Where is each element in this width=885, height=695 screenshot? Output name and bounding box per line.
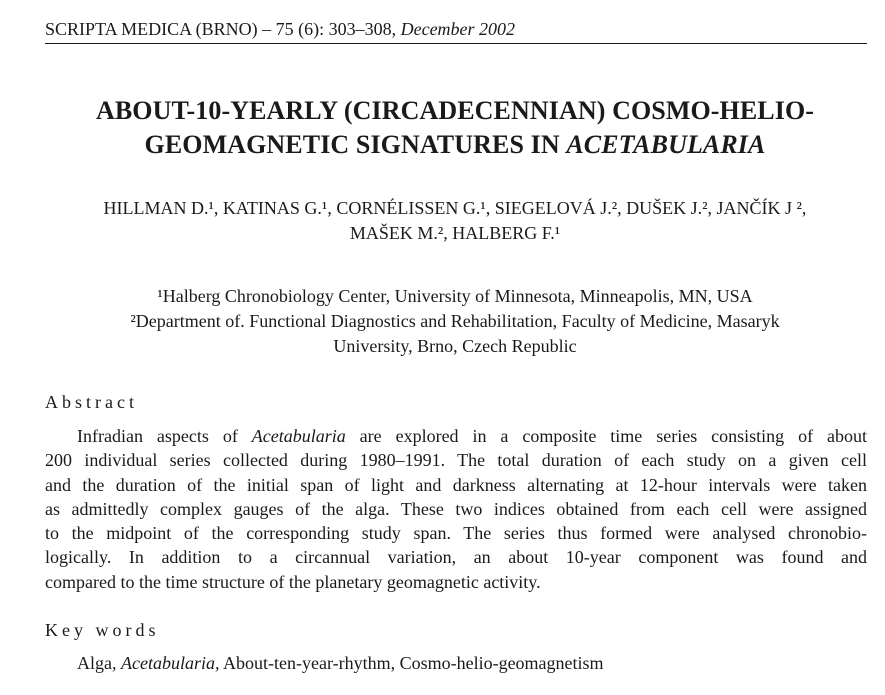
journal-date: December 2002 [400,19,516,39]
abstract-line-1 [45,424,867,448]
title-line-2-text: GEOMAGNETIC SIGNATURES IN [144,130,567,159]
journal-name: SCRIPTA MEDICA (BRNO) – 75 (6): 303–308, [45,19,397,39]
affiliation-line-2: ²Department of. Functional Diagnostics and Rehabilitation, Faculty of Medicine, Masaryk [130,311,780,331]
header-rule [45,43,867,44]
abstract-line-4: as admittedly complex gauges of the alga. These two indices obtained from each cell were assigned [45,498,867,519]
abstract-heading: Abstract [45,392,138,412]
journal-citation [45,17,515,41]
keywords-text [77,651,604,675]
keywords-prefix: Alga, [77,653,121,673]
keywords-italic: Acetabularia, [121,653,220,673]
title-line-1: ABOUT-10-YEARLY (CIRCADECENNIAN) COSMO-HELIO- [95,96,815,125]
affiliations [30,284,880,359]
keywords-suffix: About-ten-year-rhythm, Cosmo-helio-geomagnetism [219,653,604,673]
abstract-line-7: compared to the time structure of the planetary geomagnetic activity. [45,571,541,592]
keywords-heading: Key words [45,620,160,640]
abstract-line-6: logically. In addition to a circannual variation, an about 10-year component was found and [45,547,867,568]
authors-line-2: MAŠEK M.², HALBERG F.¹ [349,223,561,243]
author-list [30,196,880,246]
abstract-line-3: and the duration of the initial span of light and darkness alternating at 12-hour intervals were taken [45,474,867,495]
affiliation-line-3: University, Brno, Czech Republic [333,336,577,356]
abstract-line-1-suffix: are explored in a composite time series consisting of about [345,426,867,446]
title-line-2 [25,128,885,162]
affiliation-line-1: ¹Halberg Chronobiology Center, University of Minnesota, Minneapolis, MN, USA [157,286,753,306]
title-line-2-italic: ACETABULARIA [566,130,766,159]
abstract-line-5: to the midpoint of the corresponding study span. The series thus formed were analysed chronobio- [45,523,867,544]
abstract-line-1-italic: Acetabularia [251,426,346,446]
paper-title [25,94,885,162]
abstract-line-2: 200 individual series collected during 1980–1991. The total duration of each study on a given cell [45,450,867,471]
authors-line-1: HILLMAN D.¹, KATINAS G.¹, CORNÉLISSEN G.¹, SIEGELOVÁ J.², DUŠEK J.², JANČÍK J ², [103,198,807,218]
abstract-text [45,424,867,594]
abstract-line-1-prefix: Infradian aspects of [77,426,252,446]
